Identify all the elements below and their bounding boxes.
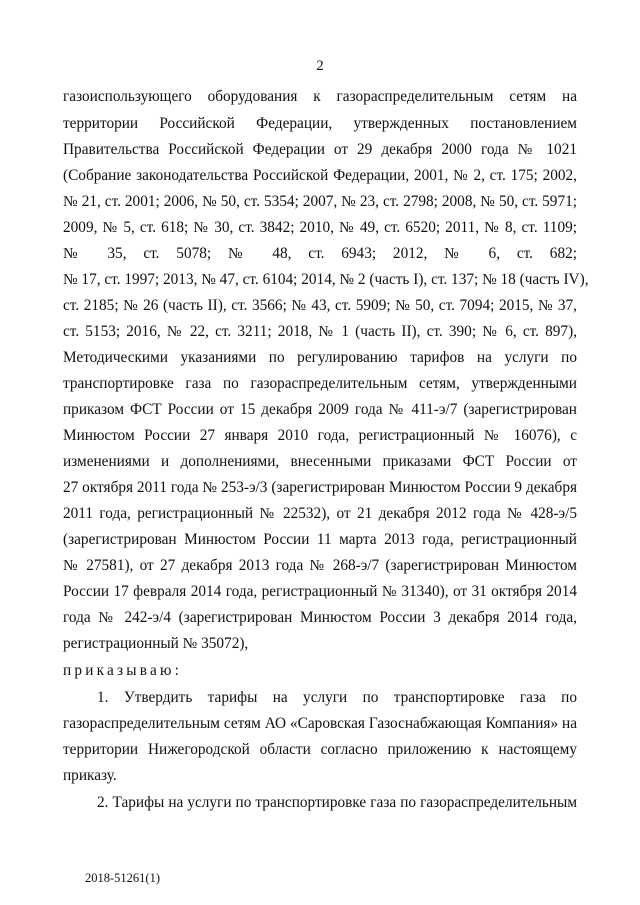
body-line: 2009, № 5, ст. 618; № 30, ст. 3842; 2010, № 49, ст. 6520; 2011, № 8, ст. 1109; [63,219,577,236]
item-1-line: приказу. [63,767,117,784]
page-number: 2 [316,58,324,74]
body-line: Правительства Российской Федерации от 29 декабря 2000 года № 1021 [63,141,577,158]
body-line: транспортировке газа по газораспределительным сетям, утвержденными [63,375,577,392]
item-1-line: территории Нижегородской области согласно приложению к настоящему [63,741,577,758]
item-1-line: 1. Утвердить тарифы на услуги по транспортировке газа по [97,689,577,706]
body-line: газоиспользующего оборудования к газораспределительным сетям на [63,88,577,105]
document-code: 2018-51261(1) [85,871,160,885]
body-line: ст. 2185; № 26 (часть II), ст. 3566; № 43, ст. 5909; № 50, ст. 7094; 2015, № 37, [63,297,577,314]
body-line: (зарегистрирован Минюстом России 11 марта 2013 года, регистрационный [63,531,577,548]
body-line: приказом ФСТ России от 15 декабря 2009 года № 411-э/7 (зарегистрирован [63,401,577,418]
body-line: 27 октября 2011 года № 253-э/3 (зарегистрирован Минюстом России 9 декабря [63,479,577,496]
body-line: Минюстом России 27 января 2010 года, регистрационный № 16076), с [63,427,577,444]
item-1-line: газораспределительным сетям АО «Саровская Газоснабжающая Компания» на [63,715,577,732]
body-line: № 17, ст. 1997; 2013, № 47, ст. 6104; 2014, № 2 (часть I), ст. 137; № 18 (часть IV), [63,271,589,288]
body-line: регистрационный № 35072), [63,635,249,652]
body-line: Методическими указаниями по регулированию тарифов на услуги по [63,349,577,366]
body-line: 2011 года, регистрационный № 22532), от 21 декабря 2012 года № 428-э/5 [63,505,577,522]
item-2-line: 2. Тарифы на услуги по транспортировке газа по газораспределительным [97,794,577,811]
body-line: года № 242-э/4 (зарегистрирован Минюстом России 3 декабря 2014 года, [63,609,577,626]
body-line: ст. 5153; 2016, № 22, ст. 3211; 2018, № 1 (часть II), ст. 390; № 6, ст. 897), [63,323,577,340]
body-line: территории Российской Федерации, утвержденных постановлением [63,115,577,132]
body-line: № 21, ст. 2001; 2006, № 50, ст. 5354; 2007, № 23, ст. 2798; 2008, № 50, ст. 5971; [63,193,577,210]
order-word: приказываю: [63,662,183,679]
body-line: № 35, ст. 5078; № 48, ст. 6943; 2012, № 6, ст. 682; [63,245,577,262]
body-line: изменениями и дополнениями, внесенными приказами ФСТ России от [63,453,577,470]
body-line: № 27581), от 27 декабря 2013 года № 268-э/7 (зарегистрирован Минюстом [63,557,577,574]
body-line: России 17 февраля 2014 года, регистрационный № 31340), от 31 октября 2014 [63,583,577,600]
body-line: (Собрание законодательства Российской Федерации, 2001, № 2, ст. 175; 2002, [63,167,577,184]
